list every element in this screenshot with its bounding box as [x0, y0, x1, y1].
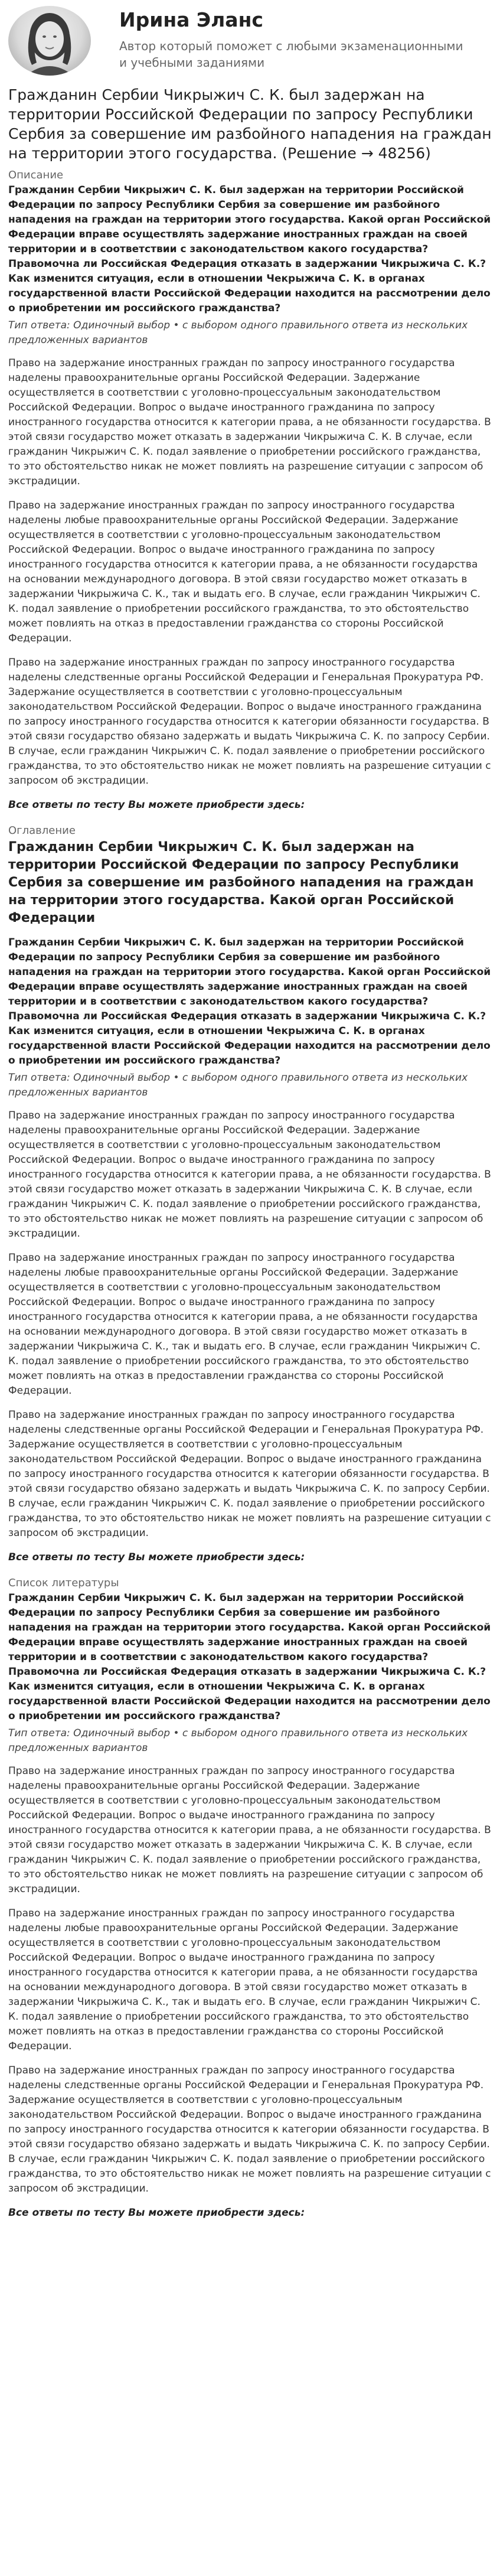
- avatar[interactable]: [8, 6, 91, 76]
- author-description: Автор который поможет с любыми экзаменационными и учебными заданиями: [119, 39, 463, 70]
- answer-option: Право на задержание иностранных граждан по запросу иностранного государства наделены следственные органы Российской Федерации и Генеральная Прокуратура РФ. Задержание осуществляется в соответствии с уголовно-процессуальным законодательством Российской Федерации. Вопрос о выдаче иностранного гражданина по запросу иностранного государства относится к категории обязанности государства. В этой связи государство обязано задержать и выдать Чикрыжича С. К. по запросу Сербии. В случае, если гражданин Чикрыжич С. К. подал заявление о приобретении российского гражданства, то это обстоятельство никак не может повлиять на разрешение ситуации с запросом об экстрадиции.: [8, 2065, 491, 2195]
- section-heading: Гражданин Сербии Чикрыжич С. К. был задержан на территории Российской Федерации по запросу Республики Сербия за совершение им разбойного нападения на граждан на территории этого государства. Какой орган Российской Федерации: [8, 840, 474, 925]
- answer-type: Тип ответа: Одиночный выбор • с выбором одного правильного ответа из нескольких предложенных вариантов: [8, 1072, 468, 1098]
- answer-option: Право на задержание иностранных граждан по запросу иностранного государства наделены следственные органы Российской Федерации и Генеральная Прокуратура РФ. Задержание осуществляется в соответствии с уголовно-процессуальным законодательством Российской Федерации. Вопрос о выдаче иностранного гражданина по запросу иностранного государства относится к категории обязанности государства. В этой связи государство обязано задержать и выдать Чикрыжича С. К. по запросу Сербии. В случае, если гражданин Чикрыжич С. К. подал заявление о приобретении российского гражданства, то это обстоятельство никак не может повлиять на разрешение ситуации с запросом об экстрадиции.: [8, 1409, 491, 1539]
- all-answers-link[interactable]: Все ответы по тесту Вы можете приобрести здесь:: [8, 1551, 305, 1563]
- answer-option: Право на задержание иностранных граждан по запросу иностранного государства наделены любые правоохранительные органы Российской Федерации. Задержание осуществляется в соответствии с уголовно-процессуальным законодательством Российской Федерации. Вопрос о выдаче иностранного гражданина по запросу иностранного государства относится к категории права, а не обязанности государства на основании международного договора. В этой связи государство может отказать в задержании Чикрыжича С. К., так и выдать его. В случае, если гражданин Чикрыжич С. К. подал заявление о приобретении российского гражданства, то это обстоятельство может повлиять на отказ в предоставлении гражданства со стороны Российской Федерации.: [8, 1252, 481, 1397]
- question-text: Гражданин Сербии Чикрыжич С. К. был задержан на территории Российской Федерации по запросу Республики Сербия за совершение им разбойного нападения на граждан на территории этого государства. Какой орган Российской Федерации вправе осуществлять задержание иностранных граждан на своей территории и в соответствии с законодательством какого государства? Правомочна ли Российская Федерация отказать в задержании Чикрыжича С. К.? Как изменится ситуация, если в отношении Чекрыжича С. К. в органах государственной власти Российской Федерации находится на рассмотрении дело о приобретении им российского гражданства?: [8, 184, 491, 314]
- author-name[interactable]: Ирина Эланс: [119, 8, 263, 31]
- answer-type: Тип ответа: Одиночный выбор • с выбором одного правильного ответа из нескольких предложенных вариантов: [8, 319, 468, 346]
- answer-option: Право на задержание иностранных граждан по запросу иностранного государства наделены правоохранительные органы Российской Федерации. Задержание осуществляется в соответствии с уголовно-процессуальным законодательством Российской Федерации. Вопрос о выдаче иностранного гражданина по запросу иностранного государства относится к категории права, а не обязанности государства. В этой связи государство может отказать в задержании Чикрыжича С. К. В случае, если гражданин Чикрыжич С. К. подал заявление о приобретении российского гражданства, то это обстоятельство никак не может повлиять на разрешение ситуации с запросом об экстрадиции.: [8, 1765, 491, 1895]
- section-contents: [8, 823, 492, 1565]
- answer-type: Тип ответа: Одиночный выбор • с выбором одного правильного ответа из нескольких предложенных вариантов: [8, 1727, 468, 1754]
- section-bibliography: [8, 1576, 492, 2220]
- answer-option: Право на задержание иностранных граждан по запросу иностранного государства наделены правоохранительные органы Российской Федерации. Задержание осуществляется в соответствии с уголовно-процессуальным законодательством Российской Федерации. Вопрос о выдаче иностранного гражданина по запросу иностранного государства относится к категории права, а не обязанности государства. В этой связи государство может отказать в задержании Чикрыжича С. К. В случае, если гражданин Чикрыжич С. К. подал заявление о приобретении российского гражданства, то это обстоятельство никак не может повлиять на разрешение ситуации с запросом об экстрадиции.: [8, 1110, 491, 1240]
- section-label: Список литературы: [8, 1577, 119, 1589]
- section-description: [8, 168, 492, 813]
- page-title: Гражданин Сербии Чикрыжич С. К. был задержан на территории Российской Федерации по запросу Республики Сербия за совершение им разбойного нападения на граждан на территории этого государства. (Решение → 48256): [8, 86, 492, 162]
- section-label: Оглавление: [8, 824, 76, 837]
- all-answers-link[interactable]: Все ответы по тесту Вы можете приобрести здесь:: [8, 799, 305, 811]
- author-info: [119, 6, 473, 71]
- answer-option: Право на задержание иностранных граждан по запросу иностранного государства наделены следственные органы Российской Федерации и Генеральная Прокуратура РФ. Задержание осуществляется в соответствии с уголовно-процессуальным законодательством Российской Федерации. Вопрос о выдаче иностранного гражданина по запросу иностранного государства относится к категории обязанности государства. В этой связи государство обязано задержать и выдать Чикрыжича С. К. по запросу Сербии. В случае, если гражданин Чикрыжич С. К. подал заявление о приобретении российского гражданства, то это обстоятельство никак не может повлиять на разрешение ситуации с запросом об экстрадиции.: [8, 657, 491, 787]
- question-text: Гражданин Сербии Чикрыжич С. К. был задержан на территории Российской Федерации по запросу Республики Сербия за совершение им разбойного нападения на граждан на территории этого государства. Какой орган Российской Федерации вправе осуществлять задержание иностранных граждан на своей территории и в соответствии с законодательством какого государства? Правомочна ли Российская Федерация отказать в задержании Чикрыжича С. К.? Как изменится ситуация, если в отношении Чекрыжича С. К. в органах государственной власти Российской Федерации находится на рассмотрении дело о приобретении им российского гражданства?: [8, 1592, 491, 1722]
- all-answers-link[interactable]: Все ответы по тесту Вы можете приобрести здесь:: [8, 2207, 305, 2219]
- author-card: [8, 0, 492, 76]
- avatar-portrait-icon: [8, 6, 91, 76]
- answer-option: Право на задержание иностранных граждан по запросу иностранного государства наделены любые правоохранительные органы Российской Федерации. Задержание осуществляется в соответствии с уголовно-процессуальным законодательством Российской Федерации. Вопрос о выдаче иностранного гражданина по запросу иностранного государства относится к категории права, а не обязанности государства на основании международного договора. В этой связи государство может отказать в задержании Чикрыжича С. К., так и выдать его. В случае, если гражданин Чикрыжич С. К. подал заявление о приобретении российского гражданства, то это обстоятельство может повлиять на отказ в предоставлении гражданства со стороны Российской Федерации.: [8, 500, 481, 644]
- question-text: Гражданин Сербии Чикрыжич С. К. был задержан на территории Российской Федерации по запросу Республики Сербия за совершение им разбойного нападения на граждан на территории этого государства. Какой орган Российской Федерации вправе осуществлять задержание иностранных граждан на своей территории и в соответствии с законодательством какого государства? Правомочна ли Российская Федерация отказать в задержании Чикрыжича С. К.? Как изменится ситуация, если в отношении Чекрыжича С. К. в органах государственной власти Российской Федерации находится на рассмотрении дело о приобретении им российского гражданства?: [8, 937, 491, 1067]
- answer-option: Право на задержание иностранных граждан по запросу иностранного государства наделены любые правоохранительные органы Российской Федерации. Задержание осуществляется в соответствии с уголовно-процессуальным законодательством Российской Федерации. Вопрос о выдаче иностранного гражданина по запросу иностранного государства относится к категории права, а не обязанности государства на основании международного договора. В этой связи государство может отказать в задержании Чикрыжича С. К., так и выдать его. В случае, если гражданин Чикрыжич С. К. подал заявление о приобретении российского гражданства, то это обстоятельство может повлиять на отказ в предоставлении гражданства со стороны Российской Федерации.: [8, 1907, 481, 2052]
- answer-option: Право на задержание иностранных граждан по запросу иностранного государства наделены правоохранительные органы Российской Федерации. Задержание осуществляется в соответствии с уголовно-процессуальным законодательством Российской Федерации. Вопрос о выдаче иностранного гражданина по запросу иностранного государства относится к категории права, а не обязанности государства. В этой связи государство может отказать в задержании Чикрыжича С. К. В случае, если гражданин Чикрыжич С. К. подал заявление о приобретении российского гражданства, то это обстоятельство никак не может повлиять на разрешение ситуации с запросом об экстрадиции.: [8, 357, 491, 487]
- section-label: Описание: [8, 169, 64, 181]
